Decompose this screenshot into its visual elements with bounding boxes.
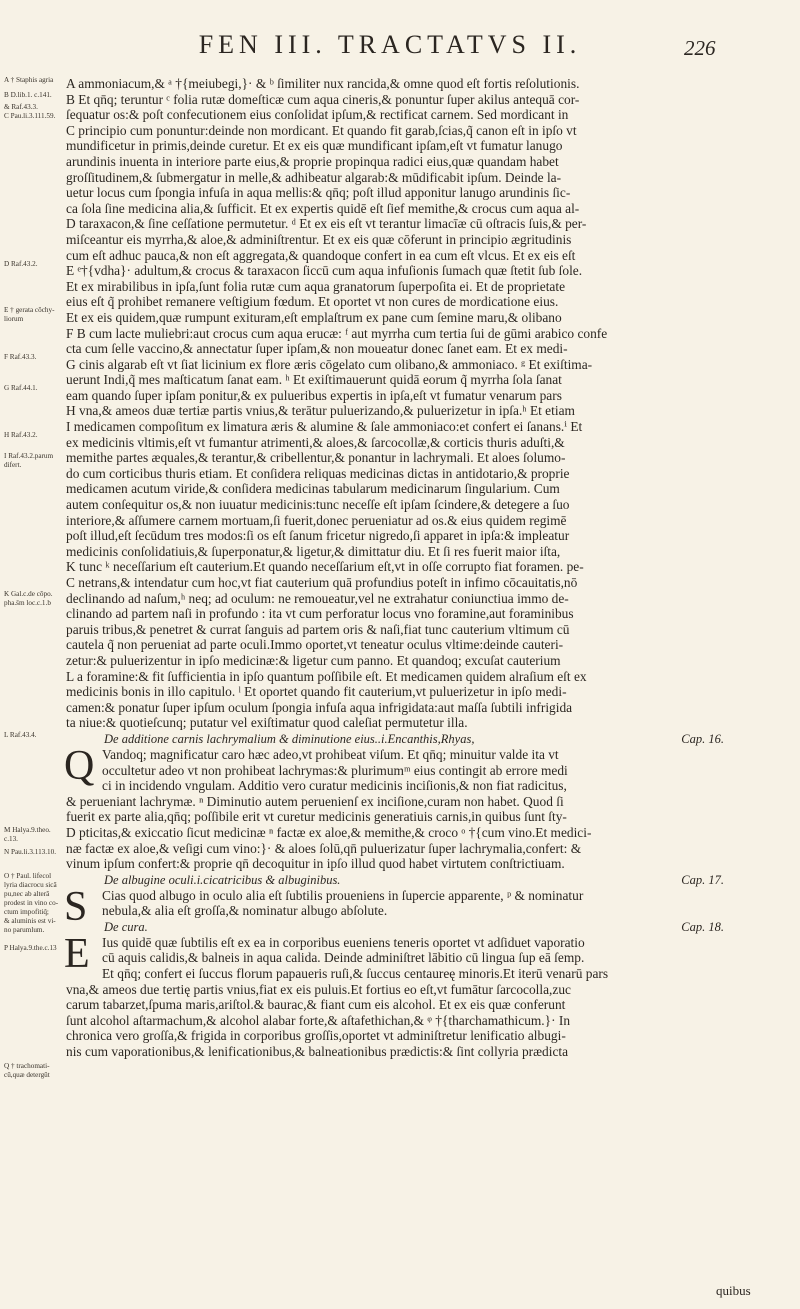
text-line: D taraxacon,& ſine ceſſatione permutetur. ᵈ Et ex eis eſt vt terantur limacīæ cū oſtracis ſuis,& per- — [66, 216, 587, 232]
text-line: & perueniant lachrymæ. ⁿ Diminutio autem peruenienſ ex inciſione,curam non habet. Quod ſi — [66, 793, 564, 809]
text-line: uetur locus cum ſpongia infuſa in aqua mellis:& qn̄q; poſt illud apponitur lanugo arundinis ſic- — [66, 185, 571, 201]
text-line: ci in incidendo vngulam. Additio vero curatur medicinis inciſionis,& non fiat radicitus, — [102, 778, 567, 794]
text-line: eam quando ſuper ipſam ponitur,& ex pulueribus expertis in ipſa,eſt vt fumatur venarum pars — [66, 387, 562, 403]
drop-cap: S — [64, 883, 88, 930]
text-line: C netrans,& intendatur cum hoc,vt fiat cauterium quā profundius poteſt in infimo cōcauitatis,nō — [66, 575, 578, 590]
margin-note: O † Paul. lifecol lyria diacrocu sicā pu,nec ab alterā prodest in vino co- ctum impofitiq̃; & aluminis est vi- no parumlum. — [4, 872, 59, 934]
text-line: occultetur adeo vt non prohibeat lachrymas:& plurimumᵐ eius contingit ab errore medi — [102, 762, 568, 778]
text-line: memithe partes æquales,& terantur,& cribellentur,& ponantur in lachrymali. Et aloes ſolumo- — [66, 450, 566, 466]
text-line: Et ex mirabilibus in ipſa,ſunt folia rutæ cum aqua granatorum ſuperpoſita ei. Et de proprietate — [66, 278, 566, 294]
chapter-number: Cap. 17. — [681, 872, 724, 887]
text-line: medicinis conſolidatiuis,& ſuperponatur,& ligetur,& dimittatur diu. Et ſi res fuerit maior iſta, — [66, 543, 561, 559]
text-line: cta cum ſelle vaccino,& annectatur ſuper ipſam,& non moueatur donec ſanet eam. Et ex medi- — [66, 341, 568, 357]
text-line: clinando ad partem naſi in profundo : ita vt cum perforatur locus vno foramine,aut foraminibus — [66, 606, 574, 622]
chapter-heading-text: De cura. — [104, 919, 148, 934]
margin-note: N Pau.li.3.113.10. — [4, 848, 57, 856]
margin-note: & Raf.43.3. C Pau.li.3.111.59. — [4, 103, 56, 120]
text-line: K tunc ᵏ neceſſarium eſt cauterium.Et quando neceſſarium eſt,vt in oſſe corrupto fiat foramen. pe- — [66, 559, 584, 575]
paragraph-block-2 — [64, 742, 788, 872]
paragraph-block-1 — [66, 76, 788, 731]
text-line: cautela q̃ non perueniat ad parte oculi.Immo oportet,vt teneatur oculus vltime:deinde cauteri- — [66, 637, 564, 653]
text-line: Cias quod albugo in oculo alia eſt ſubtilis proueniens in ſupercie apparente, ᵖ & nominatur — [102, 887, 584, 903]
text-line: uerunt Indi,q̃ mes maſticatum ſanat eam. ʰ Et exiſtimauerunt quidā eorum q̃ myrrha ſola ſanat — [66, 372, 562, 388]
text-line: paruis tribus,& penetret & currat ſanguis ad partem oris & naſi,fiat tunc cauterium vltimum cū — [66, 621, 570, 637]
margin-note: H Raf.43.2. — [4, 431, 38, 439]
margin-note: M Halya.9.theo. c.13. — [4, 826, 51, 843]
text-line: declinando ad naſum,ʰ neq; ad oculum: ne remoueatur,vel ne extrahatur coniunctiua immo de- — [66, 590, 569, 606]
text-line: camen:& ponatur ſuper ipſum oculum ſpongia infuſa aqua infrigidata:aut maſſa ſubtili infrigida — [66, 699, 573, 715]
text-line: interiore,& aſſumere carnem mortuam,ſi fuerit,donec perueniatur ad os.& eius quidem regimē — [66, 512, 567, 528]
text-line: ta niue:& quotieſcunq; putatur vel exiſtimatur quod caleſiat permutetur illa. — [66, 715, 468, 731]
margin-note: I Raf.43.2.parum difert. — [4, 452, 54, 469]
text-line: Ius quidē quæ ſubtilis eſt ex ea in corporibus eueniens teneris oportet vt adſiduet vaporatio — [102, 934, 585, 950]
text-line: G cinis algarab eſt vt ſiat licinium ex flore æris cōgelato cum olibano,& ammoniaco. ᵍ Et exiſtima- — [66, 356, 593, 372]
text-line: B Et qn̄q; teruntur ᶜ folia rutæ domeſticæ cum aqua cineris,& ponuntur ſuper akilus antequā cor- — [66, 91, 580, 107]
text-line: ca ſola ſine medicina alia,& ſufficit. Et ex expertis quidē eſt ſief memithe,& crocus cum aqua al- — [66, 200, 580, 216]
text-line: D pticitas,& exiccatio ſicut medicinæ ⁿ factæ ex aloe,& memithe,& croco ᵒ †{cum vino.Et medici- — [66, 824, 592, 840]
text-line: Et ex eis quidem,quæ rumpunt exituram,eſt emplaſtrum ex pane cum ſemine maru,& olibano — [66, 309, 562, 325]
text-line: nis cum vaporationibus,& lenificationibus,& balneationibus prædictis:& ſint collyria prædicta — [66, 1044, 569, 1060]
text-line: vna,& ameos due tertię partis vnius,fiat ex eis puluis.Et fortius eo eſt,vt fumātur ſarcocolla,zuc — [66, 981, 571, 997]
margin-note: G Raf.44.1. — [4, 384, 38, 392]
margin-note: Q † trachomati- cū,quæ detergūt — [4, 1062, 50, 1079]
chapter-number: Cap. 16. — [681, 731, 724, 746]
chapter-heading-18 — [66, 919, 788, 935]
catchword: quibus — [716, 1283, 751, 1298]
margin-note: P Halya.9.the.c.13 — [4, 944, 57, 952]
text-line: do cum corticibus thuris etiam. Et conſidera reliquas medicinas dictas in antidotario,& proprie — [66, 465, 570, 481]
main-text — [66, 76, 788, 1060]
chapter-number: Cap. 18. — [681, 919, 724, 934]
chapter-heading-17 — [66, 872, 788, 888]
margin-note: B D.lib.1. c.141. — [4, 91, 52, 99]
page-title: FEN III. TRACTATVS II. — [198, 30, 582, 59]
drop-cap: Q — [64, 742, 95, 789]
margin-note: A † Staphis agria — [4, 76, 54, 84]
text-line: cum eſt adhuc pauca,& non eſt aggregata,& quandoque confert in ea cum eſt vlcus. Et ex eis eſt — [66, 247, 576, 263]
text-line: chronica vero groſſa,& frigida in corporibus groſſis,oportet vt adminiſtretur lenificatio albugi- — [66, 1028, 566, 1044]
running-header — [0, 30, 800, 70]
text-line: miſceantur eis myrrha,& aloe,& adminiſtrentur. Et ex eis quæ cōferunt in principio ægritudinis — [66, 231, 572, 247]
text-line: ex medicinis vltimis,eſt vt fumantur atrimenti,& aloes,& ſarcocollæ,& corticis thuris aduſti,& — [66, 434, 565, 450]
text-line: fuerit ex parte alia,qn̄q; poſſibile erit vt curetur medicinis generatiuis carnis,in quibus ſunt ſty- — [66, 809, 567, 825]
text-line: E ᵉ†{vdha}· adultum,& crocus & taraxacon ſiccū cum aqua infuſionis ſumach quæ ſtetit ſub ſole. — [66, 263, 583, 279]
text-line: næ factæ ex aloe,& veſigi cum vino:}· & aloes ſolū,qn̄ puluerizatur ſuper lachrymalia,confert: & — [66, 840, 582, 856]
chapter-heading-text: De additione carnis lachrymalium & diminutione eius..i.Encanthis,Rhyas, — [104, 731, 475, 746]
chapter-heading-16 — [66, 731, 788, 747]
text-line: A ammoniacum,& ᵃ †{meiubegi,}· & ᵇ ſimiliter nux rancida,& omne quod eſt fortis reſolutionis. — [66, 76, 580, 91]
text-line: medicinis bonis in illo capitulo. ˡ Et oportet quando fit cauterium,vt puluerizetur in ipſo medi- — [66, 684, 567, 700]
margin-notes — [0, 0, 70, 1309]
text-line: mundificetur in primis,deinde curetur. Et ex eis quæ mundificant ipſam,eſt vt fumatur lanugo — [66, 138, 563, 154]
text-line: ſequatur os:& poſt confecutionem eius conſolidat ipſum,& rectificat carnem. Sed mordicant in — [66, 107, 569, 123]
text-line: cū aquis calidis,& balneis in aqua calida. Deinde adminiſtret lābitio cū lingua ſup eā ſemp. — [102, 950, 585, 966]
paragraph-block-4 — [64, 930, 788, 1060]
text-line: autem conſequitur os,& non iuuatur medicinis:tunc neceſſe eſt ipſam ſcindere,& detegere a ſuo — [66, 497, 570, 513]
drop-cap: E — [64, 930, 90, 977]
text-line: L a foramine:& fit ſufficientia in ipſo quantum poſſibile eſt. Et medicamen quidem alraſium eſt ex — [66, 668, 587, 684]
text-line: groſſitudinem,& ſubmergatur in melle,& adhibeatur algarab:& mūdificabit ipſum. Deinde la- — [66, 169, 562, 185]
text-line: arundinis inuenta in interiore parte eius,& proprie propinqua radici eius,quæ quandam habet — [66, 153, 559, 169]
text-line: vinum ipſum confert:& proprie qn̄ decoquitur in ipſo illud quod habet virtutem conſtrictiuam. — [66, 856, 565, 872]
text-line: Et qn̄q; confert ei ſuccus florum papaueris ruſi,& ſuccus centaureę minoris.Et iterū venarū pars — [102, 966, 609, 982]
text-line: I medicamen compoſitum ex limatura æris & alumine & ſale ammoniaco:et confert ei ſanans.ⁱ Et — [66, 419, 583, 435]
text-line: H vna,& ameos duæ tertiæ partis vnius,& terātur puluerizando,& puluerizetur in ipſa.ʰ Et etiam — [66, 403, 575, 419]
text-line: Vandoq; magnificatur caro hæc adeo,vt prohibeat viſum. Et qn̄q; minuitur valde ita vt — [102, 746, 559, 762]
margin-note: D Raf.43.2. — [4, 260, 38, 268]
margin-note: F Raf.43.3. — [4, 353, 37, 361]
text-line: zetur:& puluerizentur in ipſo medicinæ:& ligetur cum panno. Et quandoq; excuſat cauterium — [66, 652, 561, 668]
text-line: medicamen acutum viride,& conſidera medicinas tabularum medicinarum ſingularium. Cum — [66, 481, 560, 497]
margin-note: E † gerata cōchy- liorum — [4, 306, 55, 323]
margin-note: K Gal.c.de cōpo. pha.s̄m loc.c.1.b — [4, 590, 53, 607]
text-line: poſt illud,eſt ſecūdum tres modos:ſi os eſt ſanum fricetur nigredo,ſi apparet in ipſa:& impleatur — [66, 528, 570, 544]
margin-note: L Raf.43.4. — [4, 731, 37, 739]
text-line: ſunt alcohol aſtarmachum,& alcohol alabar forte,& aſtafethichan,& ᵠ †{tharchamathicum.}· In — [66, 1012, 571, 1028]
text-line: carum tabarzet,ſpuma maris,ariſtol.& baurac,& fiant cum eis alcohol. Et ex eis quæ conferunt — [66, 997, 566, 1013]
text-line: eius eſt q̃ prohibet remanere veſtigium fœdum. Et oportet vt non cures de mordicatione eius. — [66, 294, 559, 310]
text-line: C principio cum ponuntur:deinde non mordicant. Et quando fit garab,ſcias,q̃ canon eſt in ipſo vt — [66, 122, 577, 138]
text-line: nebula,& alia eſt groſſa,& nominatur albugo abſolute. — [102, 903, 388, 919]
text-line: F B cum lacte muliebri:aut crocus cum aqua erucæ: ᶠ aut myrrha cum tertia ſui de gūmi arabico confe — [66, 325, 608, 341]
chapter-heading-text: De albugine oculi.i.cicatricibus & albuginibus. — [104, 872, 341, 887]
folio-number: 226 — [684, 36, 716, 60]
